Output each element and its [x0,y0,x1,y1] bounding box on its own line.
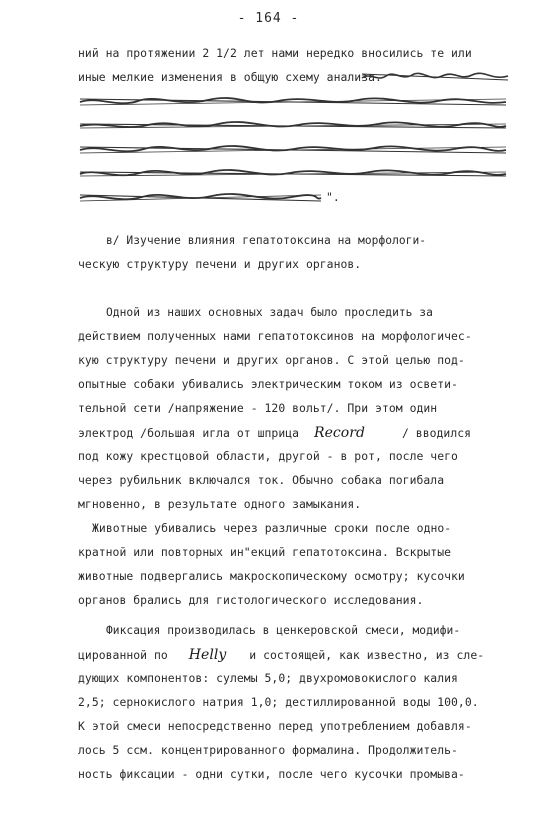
paragraph-line: животные подвергались макроскопическому осмотру; кусочки [78,569,465,583]
paragraph-line: мгновенно, в результате одного замыкания. [78,497,362,511]
intro-line-2-text: иные мелкие изменения в общую схему анализа. [78,70,382,84]
paragraph-line: кую структуру печени и других органов. С этой целью под- [78,353,465,367]
paragraph-line: через рубильник включался ток. Обычно собака погибала [78,473,445,487]
paragraph-text: электрод /большая игла от шприца [78,426,300,440]
paragraph-text: и состоящей, как известно, из сле- [249,648,485,662]
section-heading-line-1: в/ Изучение влияния гепатотоксина на морфологи- [106,233,427,247]
paragraph-line: тельной сети /напряжение - 120 вольт/. При этом один [78,401,438,415]
handwritten-insert: Helly [188,647,227,663]
paragraph-text: цированной по [78,648,168,662]
struck-out-text [78,166,508,182]
struck-block-end-mark: ". [326,190,340,204]
section-heading-line-2: ческую структуру печени и других органов. [78,257,362,271]
paragraph-line: Фиксация производилась в ценкеровской смеси, модифи- [106,623,461,637]
struck-out-text [78,190,323,206]
struck-out-text [78,94,508,110]
handwritten-insert: Record [313,425,366,441]
page-number: - 164 - [237,11,300,26]
paragraph-line: кратной или повторных ин"екций гепатотоксина. Вскрытые [78,545,452,559]
paragraph-line [78,425,508,441]
paragraph-line: К этой смеси непосредственно перед употреблением добавля- [78,719,472,733]
paragraph-line [78,647,508,663]
intro-line-1: ний на протяжении 2 1/2 лет нами нередко вносились те или [78,46,472,60]
paragraph-line: опытные собаки убивались электрическим током из освети- [78,377,458,391]
paragraph-line: под кожу крестцовой области, другой - в рот, после чего [78,449,458,463]
struck-out-text [360,69,510,85]
paragraph-line: органов брались для гистологического исследования. [78,593,424,607]
paragraph-line: ность фиксации - одни сутки, после чего кусочки промыва- [78,767,465,781]
paragraph-line: Одной из наших основных задач было проследить за [106,305,433,319]
paragraph-line: дующих компонентов: сулемы 5,0; двухромовокислого калия [78,671,458,685]
struck-out-text [78,142,508,158]
paragraph-line: действием полученных нами гепатотоксинов на морфологичес- [78,329,472,343]
paragraph-line: 2,5; сернокислого натрия 1,0; дестиллированной воды 100,0. [78,695,479,709]
paragraph-text: / вводился [401,426,472,440]
struck-out-text [78,118,508,134]
paragraph-line: Животные убивались через различные сроки после одно- [92,521,452,535]
paragraph-line: лось 5 ссм. концентрированного формалина. Продолжитель- [78,743,458,757]
